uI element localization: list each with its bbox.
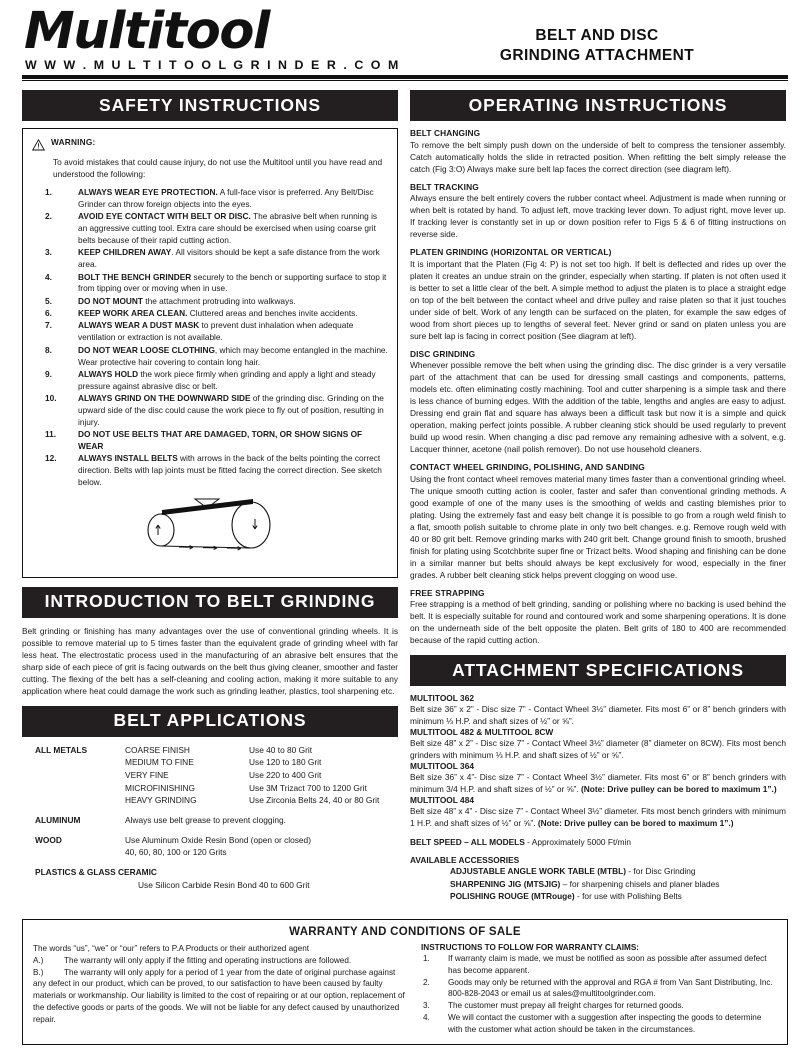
safety-list-item [32, 369, 388, 393]
warning-header [32, 137, 388, 156]
operating-block-heading: CONTACT WHEEL GRINDING, POLISHING, AND SANDING [410, 462, 645, 473]
safety-item-number: 10. [45, 393, 57, 404]
finish-type: MEDIUM TO FINE [125, 757, 194, 768]
safety-item-text: securely to the bench or supporting surface to stop it from tipping over or moving when in use. [78, 271, 387, 294]
safety-item-title: DO NOT MOUNT [78, 295, 143, 306]
belt-speed-value: - Approximately 5000 Ft/min [524, 837, 632, 848]
safety-item-title: ALWAYS GRIND ON THE DOWNWARD SIDE [78, 393, 251, 404]
warning-label: WARNING: [51, 137, 96, 148]
model-note: (Note: Drive pulley can be bored to maximum 1”.) [537, 818, 734, 829]
warranty-terms-column [33, 943, 405, 1036]
operating-block-heading: DISC GRINDING [410, 348, 476, 359]
safety-item-number: 3. [45, 247, 52, 258]
specification-model [410, 761, 786, 795]
claim-text: If warranty claim is made, we must be notified as soon as possible after assumed defect has become apparent. [448, 953, 767, 975]
safety-item-title: AVOID EYE CONTACT WITH BELT OR DISC. [78, 211, 251, 222]
safety-list-item [32, 247, 388, 271]
safety-item-text: the attachment protruding into walkways. [143, 295, 296, 306]
model-specs [410, 703, 786, 727]
applications-category-all-metals: ALL METALS [35, 744, 88, 755]
grit-recommendation: Use 40 to 80 Grit [249, 744, 313, 755]
safety-item-number: 7. [45, 320, 52, 331]
applications-category-wood: WOOD [35, 834, 62, 845]
section-bar-operating: OPERATING INSTRUCTIONS [410, 90, 786, 121]
warranty-claim-item [421, 977, 777, 1001]
safety-list-item [32, 308, 388, 320]
operating-block [410, 247, 786, 342]
safety-list-item [32, 187, 388, 211]
safety-item-title: ALWAYS INSTALL BELTS [78, 453, 178, 464]
safety-item-title: ALWAYS HOLD [78, 368, 139, 379]
safety-item-text: . All visitors should be kept a safe distance from the work area. [78, 247, 380, 270]
table-row [125, 846, 398, 859]
document-header [0, 0, 808, 72]
safety-item-text: The abrasive belt when running is an aggressive cutting tool. Extra care should be exercised when using coarse grit belts because of their rapid cutting action. [78, 211, 378, 245]
belt-direction-sketch [32, 490, 388, 568]
safety-item-number: 12. [45, 453, 57, 464]
accessory-item [410, 878, 786, 891]
table-row [125, 814, 398, 827]
title-block [402, 8, 792, 66]
right-column [410, 90, 786, 903]
grit-recommendation: Use 3M Trizact 700 to 1200 Grit [249, 782, 367, 793]
safety-item-text: with arrows in the back of the belts pointing the correct direction. Belts with lap joints must be fitted facing the correct direction. See sketch below. [78, 453, 382, 488]
safety-item-title: ALWAYS WEAR EYE PROTECTION. [78, 187, 218, 198]
applications-group-all-metals [22, 744, 398, 807]
accessory-name: SHARPENING JIG (MTSJIG) [450, 878, 561, 889]
plastics-recommendation: Use Silicon Carbide Resin Bond 40 to 600 Grit [138, 879, 310, 890]
applications-rows-wood [125, 834, 398, 859]
warranty-clause-b-label: B.) [33, 967, 44, 977]
document-title-line1: BELT AND DISC [535, 27, 659, 44]
operating-block-heading: FREE STRAPPING [410, 587, 485, 598]
accessory-description: - for use with Polishing Belts [574, 891, 682, 902]
operating-block [410, 128, 786, 175]
grit-recommendation: Use Zirconia Belts 24, 40 or 80 Grit [249, 795, 380, 806]
specification-model [410, 693, 786, 727]
warranty-claims-heading: INSTRUCTIONS TO FOLLOW FOR WARRANTY CLAIMS: [421, 942, 640, 952]
model-name: MULTITOOL 482 & MULTITOOL 8CW [410, 727, 554, 738]
model-specs-text: Belt size 48” x 2” - Disc size 7” - Contact Wheel 3½” diameter (8” diameter on 8CW). Fits most bench grinders with minimum ⅓ H.P. and shaft sizes of ½” or ⅝”. [410, 738, 786, 761]
warning-box [22, 128, 398, 577]
safety-item-text: , which may become entangled in the machine. Wear protective hair covering to contain long hair. [78, 344, 388, 367]
operating-block-heading: BELT TRACKING [410, 181, 479, 192]
operating-block-text: It is important that the Platen (Fig 4: P) is not set too high. If belt is deflected and rides up over the platen it creates an undue strain on the grinder, especially when starting. If platen is not often used it is better to set a little clear of the belt. A simple method to adjust the platen is to place a straight edge on top of the belt between the contact wheel and drive pulley and raise platen so that it just touches under side of belt. Work of any length can be surfaced on the platen, for example the saw edges of wood from short pieces up to lengths of several feet. Never grind or sand on platen unless you are sure belt lap is facing in correct position (See diagram at left). [410, 258, 786, 341]
model-name: MULTITOOL 362 [410, 693, 474, 704]
wood-recommendation-line2: 40, 60, 80, 100 or 120 Grits [125, 847, 227, 858]
model-specs [410, 737, 786, 761]
safety-item-number: 1. [45, 187, 52, 198]
claim-text: Goods may only be returned with the approval and RGA # from Van Sant Distributing, Inc. 800-828-2043 or email us at sales@multitoolgrinder.com. [448, 977, 773, 999]
warranty-title: WARRANTY AND CONDITIONS OF SALE [289, 925, 521, 938]
safety-item-text: of the grinding disc. Grinding on the upward side of the disc could cause the work piece to fly out of position, resulting in injury. [78, 393, 384, 427]
claim-text: The customer must prepay all freight charges for returned goods. [448, 1001, 684, 1011]
safety-item-text: A full-face visor is preferred. Any Belt/Disc Grinder can throw foreign objects into the eyes. [78, 187, 374, 209]
safety-item-number: 11. [45, 429, 57, 440]
table-row [125, 756, 398, 769]
warranty-claim-item [421, 953, 777, 977]
finish-type: VERY FINE [125, 769, 169, 780]
safety-item-title: DO NOT WEAR LOOSE CLOTHING [78, 344, 215, 355]
wood-recommendation-line1: Use Aluminum Oxide Resin Bond (open or closed) [125, 834, 311, 845]
applications-rows-all-metals [125, 744, 398, 807]
applications-category-aluminum: ALUMINUM [35, 814, 81, 825]
safety-item-title: KEEP CHILDREN AWAY [78, 247, 172, 258]
safety-list-item [32, 429, 388, 453]
multitool-logo: Multitool [24, 2, 269, 61]
divider-thick [22, 75, 788, 79]
warranty-clause-a [33, 955, 405, 967]
grit-recommendation: Use 120 to 180 Grit [249, 757, 322, 768]
warranty-clause-a-label: A.) [33, 955, 44, 965]
accessory-item [410, 890, 786, 903]
model-specs-text: Belt size 36” x 2” - Disc size 7” - Contact Wheel 3½” diameter. Fits most 6” or 8” bench grinders with minimum ⅓ H.P. and shaft sizes of ½” or ⅝”. [410, 704, 786, 727]
table-row [125, 782, 398, 795]
model-name: MULTITOOL 484 [410, 795, 474, 806]
accessory-description: - for Disc Grinding [625, 866, 696, 877]
specification-models [410, 693, 786, 829]
safety-item-title: KEEP WORK AREA CLEAN. [78, 308, 188, 319]
model-specs [410, 805, 786, 829]
header-divider [0, 72, 808, 82]
safety-item-text: Cluttered areas and benches invite accidents. [187, 308, 358, 319]
model-specs-text: Belt size 48” x 4” - Disc size 7” - Contact Wheel 3½” diameter. Fits most bench grinders with minimum 1 H.P. and shaft sizes of ½” or ⅝”. [410, 806, 786, 829]
accessory-description: – for sharpening chisels and planer blades [560, 878, 720, 889]
safety-list-item [32, 211, 388, 247]
warranty-clause-b [33, 967, 405, 1026]
belt-applications-table [22, 744, 398, 892]
brand-block [22, 2, 402, 72]
website-url: W W W . M U L T I T O O L G R I N D E R . C O M [25, 57, 401, 72]
warranty-lead: The words “us”, “we” or “our” refers to P.A Products or their authorized agent [33, 943, 310, 953]
claim-number: 2. [423, 977, 430, 987]
table-row [125, 744, 398, 757]
applications-category-plastics: PLASTICS & GLASS CERAMIC [35, 866, 157, 877]
warranty-claims-column [421, 943, 777, 1036]
safety-item-number: 8. [45, 344, 52, 355]
operating-block-text: Always ensure the belt entirely covers the rubber contact wheel. Adjustment is made when running or when belt is rotated by hand. To adjust left, move tracking lever down. To adjust right, move lever up. If tracking lever is constantly set in up or down position refer to Figs 5 & 6 of fitting instructions on reverse side. [410, 193, 786, 240]
introduction-paragraph: Belt grinding or finishing has many advantages over the use of conventional grinding wheels. It is possible to remove material up to 5 times faster than the equivalent grade of grinding wheel with far less heat. The electrostatic process used in the manufacturing of an abrasive belt ensures that the sharp side of each piece of grit is facing outwards on the belt thus giving cleaner, smoother and faster cutting. The flexing of the belt has a self-cleaning and cooling action, making it more suitable to any application where heat could damage the work such as grinding leather, plastics, tool sharpening etc. [22, 625, 398, 696]
claim-number: 4. [423, 1013, 430, 1023]
warranty-clause-b-text: The warranty will only apply for a period of 1 year from the date of original purchase against any defect in our product, which can be proved, to our satisfaction to have been caused by faulty materials or workmanship. Our liability is limited to the cost of repairing or at our option, replacement of the defective goods or parts of the goods. We will not be liable for any defect caused by unauthorized repair. [33, 967, 405, 1025]
safety-item-title: DO NOT USE BELTS THAT ARE DAMAGED, TORN, OR SHOW SIGNS OF WEAR [78, 429, 363, 452]
claim-number: 1. [423, 953, 430, 963]
finish-type: MICROFINISHING [125, 782, 195, 793]
belt-sketch-svg [135, 497, 285, 559]
safety-item-number: 5. [45, 295, 52, 306]
accessories-heading: AVAILABLE ACCESSORIES [410, 855, 520, 866]
claim-text: We will contact the customer with a suggestion after inspecting the goods to determine with the customer what action should be taken in the circumstances. [448, 1013, 762, 1035]
document-title-line2: GRINDING ATTACHMENT [499, 46, 695, 64]
safety-list-item [32, 320, 388, 344]
grit-recommendation: Use 220 to 400 Grit [249, 769, 322, 780]
warranty-claim-item [421, 1012, 777, 1036]
operating-block-text: Using the front contact wheel removes material many times faster than a conventional grinding wheel. The unique smooth cutting action is cooler, faster and safer than conventional grinding methods. A good example of one of the many uses is the smoothing of welds and casting blemishes prior to plating. Using the extremely fast and easy belt change it is possible to go from a rough weld finish to a flat, smooth polish suitable to chrome plate in only two belt changes. e.g. Remove rough weld with 40 or 80 grit belt. Remove grinding marks with 240 grit belt. Change ground finish to smooth, brushed finish for plating using Scotchbrite super fine or Trizact belts. Wood shaping and finishing can be done in a similar manner but belts should always be kept exclusively for wood, especially in the finer grades. A rubber belt cleaning stick helps prevent clogging on wood use. [410, 473, 786, 580]
model-name: MULTITOOL 364 [410, 761, 474, 772]
model-note: (Note: Drive pulley can be bored to maximum 1”.) [580, 784, 777, 795]
operating-block-text: Whenever possible remove the belt when using the grinding disc. The disc grinder is a very versatile part of the attachment that can be used for dressing small castings and components, patterns, models etc. often eliminating costly machining. Tool and cutter sharpening is a simple task and there is less chance of burning edges. With the addition of the table, lengths and angles are easy to adjust. Dressing end grain flat and square has always been a difficult task but now it is a simple and quick operation, making perfect joints possible. A rubber cleaning stick should be used regularly to prevent build up wood resin. When changing a disc pad remove any remaining adhesive with a solvent, e.g. Lacquer thinner, acetone (nail polish remover). Do not use household cleaners. [410, 360, 786, 455]
safety-list-item [32, 345, 388, 369]
safety-list-item [32, 296, 388, 308]
belt-speed-line [410, 837, 786, 847]
applications-rows-aluminum [125, 814, 398, 827]
section-bar-safety: SAFETY INSTRUCTIONS [22, 90, 398, 121]
safety-item-title: ALWAYS WEAR A DUST MASK [78, 320, 200, 331]
accessory-name: ADJUSTABLE ANGLE WORK TABLE (MTBL) [450, 866, 626, 877]
warranty-claims-list [421, 953, 777, 1036]
safety-instruction-list [32, 187, 388, 489]
warranty-clause-a-text: The warranty will only apply if the fitting and operating instructions are followed. [64, 955, 352, 965]
warranty-box [22, 919, 788, 1045]
operating-block [410, 588, 786, 647]
safety-item-number: 6. [45, 308, 52, 319]
applications-group-aluminum [22, 814, 398, 827]
safety-item-text: the work piece firmly when grinding and apply a light and steady pressure against abrasive disc or belt. [78, 368, 376, 391]
safety-list-item [32, 453, 388, 489]
warning-triangle-icon [32, 138, 45, 156]
content-columns [0, 81, 808, 903]
warranty-terms [33, 943, 405, 1026]
section-bar-specifications: ATTACHMENT SPECIFICATIONS [410, 655, 786, 686]
accessory-item [410, 865, 786, 878]
model-specs [410, 771, 786, 795]
claim-number: 3. [423, 1001, 430, 1011]
finish-type: HEAVY GRINDING [125, 795, 197, 806]
aluminum-recommendation: Always use belt grease to prevent clogging. [125, 814, 286, 825]
specification-model [410, 727, 786, 761]
accessory-name: POLISHING ROUGE (MTRouge) [450, 891, 575, 902]
warning-text: To avoid mistakes that could cause injury, do not use the Multitool until you have read and understood the following: [53, 157, 383, 180]
safety-list-item [32, 272, 388, 296]
safety-item-text: to prevent dust inhalation when adequate ventilation or extraction is not available. [78, 320, 354, 343]
operating-block [410, 462, 786, 581]
table-row [125, 769, 398, 782]
operating-block [410, 349, 786, 456]
finish-type: COARSE FINISH [125, 744, 190, 755]
table-row [125, 834, 398, 847]
operating-block-heading: BELT CHANGING [410, 128, 481, 139]
model-specs-text: Belt size 36” x 4”- Disc size 7” - Contact Wheel 3½” diameter. Fits most 6” or 8” bench grinders with minimum 3/4 H.P. and shaft sizes of ½” or ⅝”. [410, 772, 786, 795]
section-bar-belt-applications: BELT APPLICATIONS [22, 706, 398, 737]
operating-block [410, 182, 786, 241]
safety-item-title: BOLT THE BENCH GRINDER [78, 271, 192, 282]
belt-speed-label: BELT SPEED – ALL MODELS [410, 837, 525, 848]
warranty-columns [33, 943, 777, 1036]
operating-block-text: Free strapping is a method of belt grinding, sanding or polishing where no backing is used behind the belt. It is especially suitable for round and contoured work and some sharpening operations. It is done on the underneath side of the belt opposite the platen. Belt grits of 180 to 400 are recommended because of the rapid cutting action. [410, 599, 786, 646]
safety-item-number: 2. [45, 211, 52, 222]
table-row [125, 794, 398, 807]
specification-model [410, 795, 786, 829]
applications-group-wood [22, 834, 398, 859]
warranty-claim-item [421, 1000, 777, 1012]
warning-body [53, 157, 388, 181]
accessories-list [410, 865, 786, 903]
left-column [22, 90, 398, 903]
operating-block-text: To remove the belt simply push down on the underside of belt to compress the tensioner assembly. Catch automatically holds the slide in retracted position. When refitting the belt simply release the catch (Fig 3:O) Always make sure belt lap faces the correct direction (see diagram left). [410, 139, 786, 174]
safety-item-number: 9. [45, 368, 52, 379]
applications-group-plastics [22, 866, 398, 891]
operating-instruction-blocks [410, 128, 786, 646]
operating-block-heading: PLATEN GRINDING (HORIZONTAL OR VERTICAL) [410, 247, 612, 258]
safety-list-item [32, 393, 388, 429]
safety-item-number: 4. [45, 271, 52, 282]
section-bar-introduction: INTRODUCTION TO BELT GRINDING [22, 587, 398, 618]
